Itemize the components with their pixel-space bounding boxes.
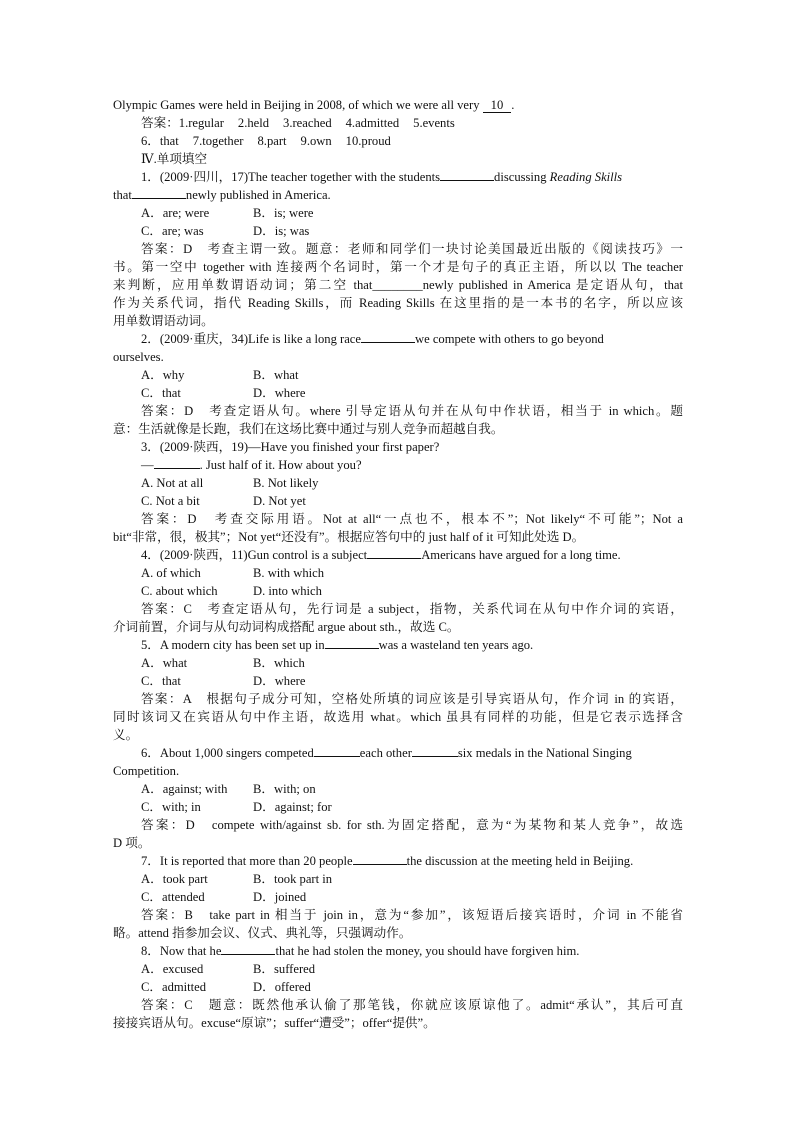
question-1-options-row-2 <box>113 222 683 240</box>
blank <box>353 852 407 865</box>
answer-key-row-1 <box>113 114 683 132</box>
question-1-options-row-1 <box>113 204 683 222</box>
blank <box>412 744 458 757</box>
blank <box>440 168 494 181</box>
question-2-stem-cont: ourselves. <box>113 350 164 364</box>
question-2-options-row-1 <box>113 366 683 384</box>
question-6-stem <box>113 744 683 762</box>
section-heading: Ⅳ.单项填空 <box>141 152 208 166</box>
question-8-answer: 答案：C 题意：既然他承认偷了那笔钱，你就应该原谅他了。admit“承认”，其后可直 <box>141 998 683 1012</box>
option-b: B．took part in <box>253 872 333 886</box>
question-8-options-row-2 <box>113 978 683 996</box>
option-c: C．that <box>141 674 181 688</box>
question-7-answer: 答案：B take part in 相当于 join in，意为“参加”，该短语后接宾语时，介词 in 不能省 <box>141 908 683 922</box>
question-6-answer: 答案：D compete with/against sb. for sth.为固定搭配，意为“为某物和某人竞争”，故选 <box>141 818 683 832</box>
answer-key-item: 5.events <box>413 116 455 130</box>
option-b: B．which <box>253 656 305 670</box>
answer-key-row-2 <box>113 132 683 150</box>
stem-text: that <box>113 188 132 202</box>
stem-text: 1．(2009·四川，17)The teacher together with the students <box>141 170 441 184</box>
question-7-answer: 略。attend 指参加会议、仪式、典礼等，只强调动作。 <box>113 926 412 940</box>
option-b: B．with; on <box>253 782 316 796</box>
option-d: D．where <box>253 386 306 400</box>
question-1-answer: 用单数谓语动词。 <box>113 314 214 328</box>
option-a: A. of which <box>141 566 201 580</box>
question-5-answer: 同时该词又在宾语从句中作主语，故选用 what。which 虽具有同样的功能，但是它表示选择含 <box>113 710 683 724</box>
answer-key-item: 7.together <box>192 134 244 148</box>
answer-blank-10: 10 <box>483 98 512 113</box>
question-1-answer: 答案：D 考查主谓一致。题意：老师和同学们一块讨论美国最近出版的《阅读技巧》一 <box>141 242 683 256</box>
stem-text: 7．It is reported that more than 20 people <box>141 854 353 868</box>
question-6-options-row-2 <box>113 798 683 816</box>
question-3-stem: 3．(2009·陕西，19)—Have you finished your first paper? <box>141 440 440 454</box>
question-8-answer: 接接宾语从句。excuse“原谅”；suffer“遭受”；offer“提供”。 <box>113 1016 436 1030</box>
question-4-options-row-2 <box>113 582 683 600</box>
blank <box>325 636 379 649</box>
question-5-options-row-1 <box>113 654 683 672</box>
answer-key-item: 2.held <box>237 116 270 130</box>
option-c: C. Not a bit <box>141 494 200 508</box>
option-a: A．why <box>141 368 185 382</box>
blank <box>154 456 200 469</box>
stem-text: 4．(2009·陕西，11)Gun control is a subject <box>141 548 368 562</box>
option-c: C．admitted <box>141 980 207 994</box>
stem-text: discussing <box>494 170 550 184</box>
blank <box>361 330 415 343</box>
option-d: D. into which <box>253 584 322 598</box>
option-d: D．joined <box>253 890 307 904</box>
option-b: B．suffered <box>253 962 316 976</box>
question-6-options-row-1 <box>113 780 683 798</box>
question-1-answer: 书。第一空中 together with 连接两个名词时，第一个才是句子的真正主语，所以以 The teacher <box>113 260 683 274</box>
question-1-stem <box>113 168 683 186</box>
question-5-answer: 答案：A 根据句子成分可知，空格处所填的词应该是引导宾语从句，作介词 in 的宾语， <box>141 692 683 706</box>
option-c: C．that <box>141 386 181 400</box>
passage-period: . <box>511 98 515 112</box>
option-b: B．is; were <box>253 206 314 220</box>
question-3-options-row-1 <box>113 474 683 492</box>
question-4-answer: 答案：C 考查定语从句，先行词是 a subject，指物，关系代词在从句中作介词的宾语， <box>141 602 683 616</box>
question-4-answer: 介词前置，介词与从句动词构成搭配 argue about sth.，故选 C。 <box>113 620 460 634</box>
document-page <box>113 96 683 1032</box>
question-4-options-row-1 <box>113 564 683 582</box>
answer-key-item: 3.reached <box>283 116 332 130</box>
stem-text: 8．Now that he <box>141 944 222 958</box>
blank <box>221 942 275 955</box>
question-2-stem <box>113 330 683 348</box>
option-a: A. Not at all <box>141 476 204 490</box>
answer-key-item: 8.part <box>257 134 287 148</box>
question-5-stem <box>113 636 683 654</box>
passage-last-line <box>113 96 683 114</box>
question-6-stem-cont: Competition. <box>113 764 180 778</box>
blank <box>132 186 186 199</box>
question-8-options-row-1 <box>113 960 683 978</box>
question-5-options-row-2 <box>113 672 683 690</box>
stem-text: was a wasteland ten years ago. <box>378 638 534 652</box>
option-c: C．with; in <box>141 800 201 814</box>
stem-text: the discussion at the meeting held in Beijing. <box>406 854 634 868</box>
question-1-answer: 作为关系代词，指代 Reading Skills，而 Reading Skills 在这里指的是一本书的名字，所以应该 <box>113 296 683 310</box>
answer-key-item: 9.own <box>300 134 332 148</box>
answer-key-item: 1.regular <box>178 116 224 130</box>
question-4-stem <box>113 546 683 564</box>
question-7-stem <box>113 852 683 870</box>
question-6-answer: D 项。 <box>113 836 151 850</box>
option-d: D．is; was <box>253 224 310 238</box>
answer-key-item: 4.admitted <box>345 116 400 130</box>
question-1-stem-cont <box>113 186 683 204</box>
stem-text: . Just half of it. How about you? <box>199 458 362 472</box>
stem-text: newly published in America. <box>185 188 331 202</box>
option-a: A．excused <box>141 962 204 976</box>
question-2-answer: 意：生活就像是长跑，我们在这场比赛中通过与别人竞争而超越自我。 <box>113 422 504 436</box>
option-b: B．what <box>253 368 299 382</box>
option-a: A．what <box>141 656 188 670</box>
option-d: D．offered <box>253 980 311 994</box>
question-2-options-row-2 <box>113 384 683 402</box>
option-d: D. Not yet <box>253 494 306 508</box>
question-2-answer: 答案：D 考查定语从句。where 引导定语从句并在从句中作状语，相当于 in which。题 <box>141 404 683 418</box>
stem-text: that he had stolen the money, you should have forgiven him. <box>275 944 580 958</box>
question-7-options-row-1 <box>113 870 683 888</box>
answer-key-item: 6．that <box>141 134 179 148</box>
option-d: D．where <box>253 674 306 688</box>
option-b: B. Not likely <box>253 476 319 490</box>
question-3-answer: 答案：D 考查交际用语。Not at all“一点也不，根本不”；Not likely“不可能”；Not a <box>141 512 683 526</box>
option-a: A．are; were <box>141 206 210 220</box>
option-a: A．took part <box>141 872 208 886</box>
stem-text: each other <box>359 746 412 760</box>
question-3-answer: bit“非常，很，极其”；Not yet“还没有”。根据应答句中的 just half of it 可知此处选 D。 <box>113 530 585 544</box>
answer-label: 答案： <box>141 116 179 130</box>
question-5-answer: 义。 <box>113 728 139 742</box>
stem-text: 6．About 1,000 singers competed <box>141 746 314 760</box>
option-c: C．attended <box>141 890 205 904</box>
question-3-stem-cont <box>113 456 683 474</box>
answer-key-item: 10.proud <box>345 134 391 148</box>
stem-text: Americans have argued for a long time. <box>421 548 621 562</box>
question-8-stem <box>113 942 683 960</box>
option-b: B. with which <box>253 566 325 580</box>
blank <box>314 744 360 757</box>
option-c: C．are; was <box>141 224 204 238</box>
stem-text: 5．A modern city has been set up in <box>141 638 325 652</box>
question-1-answer: 来判断，应用单数谓语动词；第二空 that________newly published in America 是定语从句，that <box>113 278 683 292</box>
passage-text: Olympic Games were held in Beijing in 2008, of which we were all very <box>113 98 483 112</box>
stem-text: — <box>141 458 154 472</box>
stem-text: we compete with others to go beyond <box>414 332 604 346</box>
book-title: Reading Skills <box>549 170 623 184</box>
option-a: A．against; with <box>141 782 228 796</box>
stem-text: 2．(2009·重庆，34)Life is like a long race <box>141 332 361 346</box>
option-c: C. about which <box>141 584 218 598</box>
question-3-options-row-2 <box>113 492 683 510</box>
stem-text: six medals in the National Singing <box>457 746 632 760</box>
question-7-options-row-2 <box>113 888 683 906</box>
option-d: D．against; for <box>253 800 332 814</box>
blank <box>367 546 421 559</box>
